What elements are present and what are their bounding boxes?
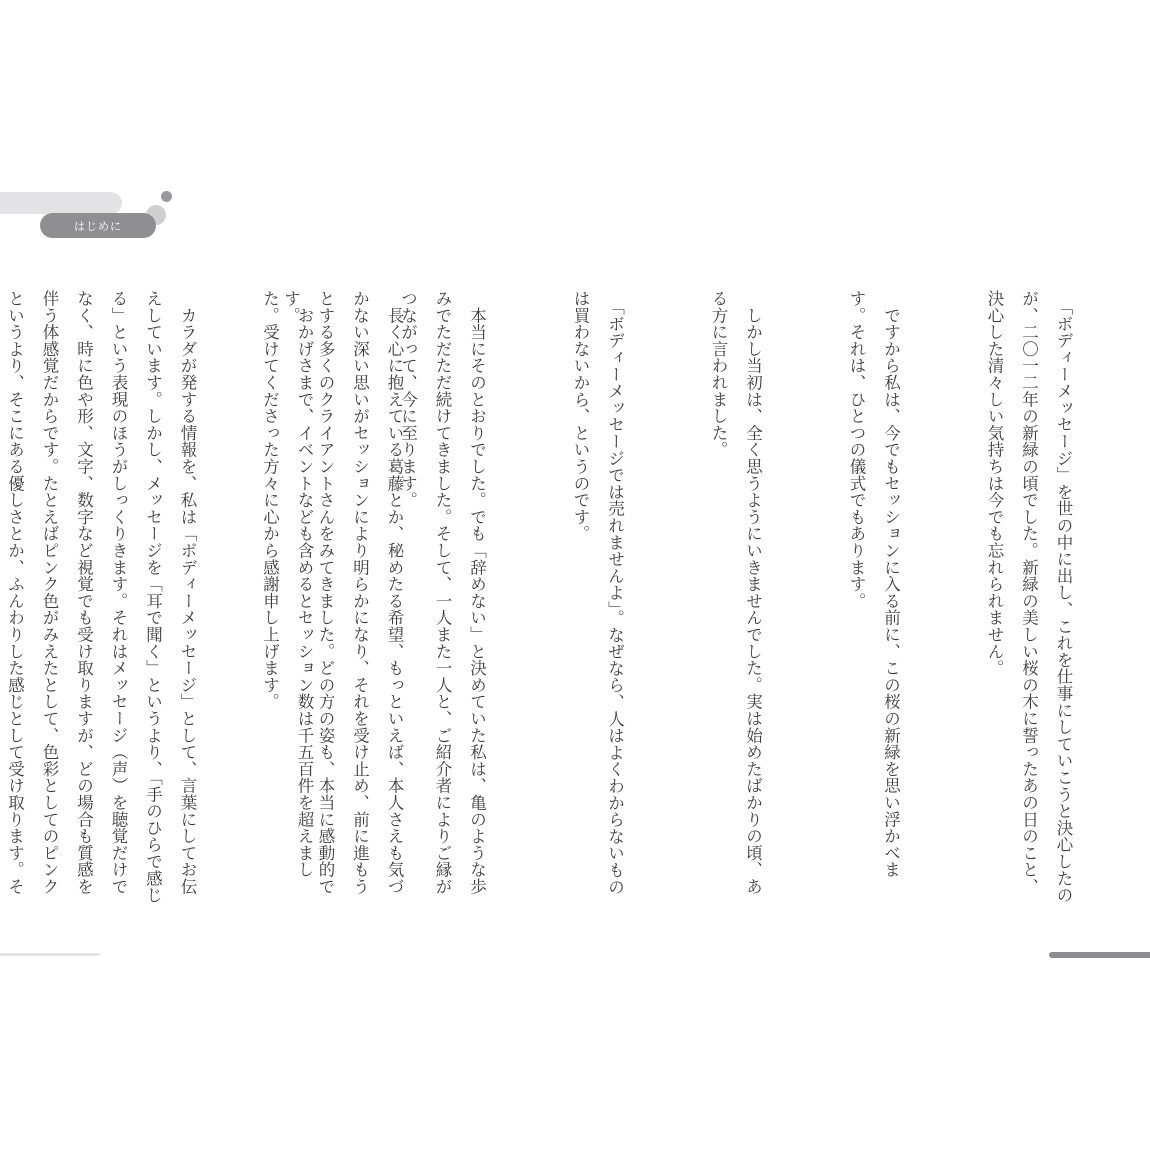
paragraph: 「ボディーメッセージでは売れませんよ」。なぜなら、人はよくわからないものは買わないから、というのです。 bbox=[571, 290, 625, 896]
paragraph: しかし当初は、全く思うようにいきませんでした。実は始めたばかりの頃、ある方に言われました。 bbox=[709, 290, 763, 895]
section-tab bbox=[40, 213, 156, 238]
paragraph: カラダが発する情報を、私は「ボディーメッセージ」として、言葉にしてお伝えしています。しかし、メッセージを「耳で聞く」というより、「手のひらで感じる」という表現のほうがしっくりきます。それはメッセージ（声）を聴覚だけでなく、時に色や形、文字、数字など視覚でも受け取りますが、どの場合も質感を伴う体感覚だからです。たとえばピンク色がみえたとして、色彩としてのピンクというより、そこにある優しさとか、ふんわりした感じとして受け取ります。そ bbox=[5, 290, 197, 904]
paragraph: 「ボディーメッセージ」を世の中に出し、これを仕事にしていこうと決心したのが、二〇一二年の新緑の頃でした。新緑の美しい桜の木に誓ったあの日のこと、決心した清々しい気持ちは今でも忘れられません。 bbox=[985, 290, 1073, 904]
paragraph: 長く心に抱えている葛藤とか、秘めたる希望、もっといえば、本人さえも気づかない深い思いがセッションにより明らかになり、それを受け止め、前に進もうとする多くのクライアントさんをみてきました。どの方の姿も、本当に感動的です。 bbox=[281, 290, 404, 895]
header-decoration-bar bbox=[0, 192, 122, 214]
paragraph: おかげさまで、イベントなども含めるとセッション数は千五百件を超えました。受けてくださった方々に心から感謝申し上げます。 bbox=[260, 290, 314, 878]
header-decoration-dot-small bbox=[161, 191, 172, 202]
footer-decoration-line bbox=[1049, 952, 1150, 958]
footer-decoration-line bbox=[0, 953, 100, 956]
paragraph: 本当にそのとおりでした。でも「辞めない」と決めていた私は、亀のような歩みでただただ続けてきました。そして、一人また一人と、ご紹介者によりご縁がつながって、今に至ります。 bbox=[398, 290, 487, 895]
section-tab-label: はじめに bbox=[74, 219, 122, 233]
paragraph: ですから私は、今でもセッションに入る前に、この桜の新緑を思い浮かべます。それは、ひとつの儀式でもあります。 bbox=[847, 290, 901, 878]
